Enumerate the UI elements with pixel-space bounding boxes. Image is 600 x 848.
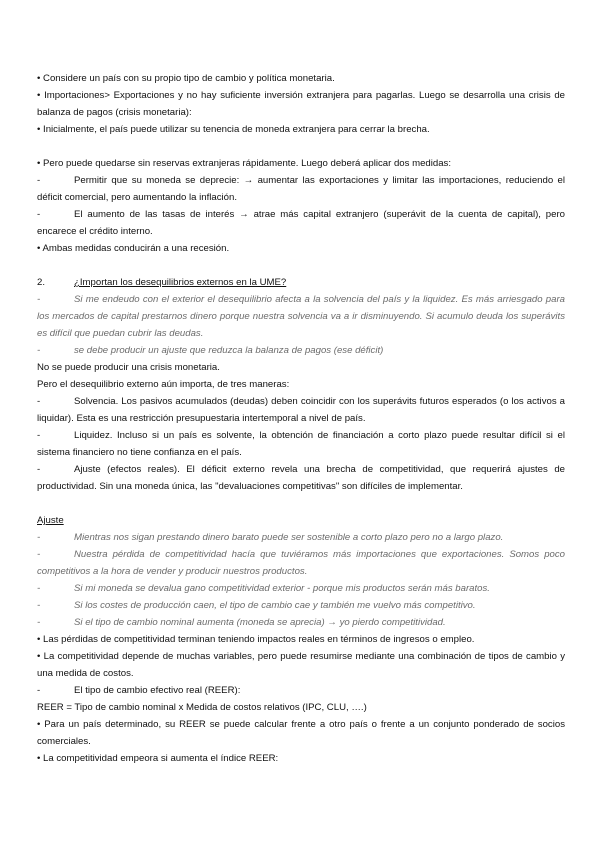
dash-marker: - — [37, 583, 41, 594]
note-text: Nuestra pérdida de competitividad hacía que tuviéramos más importaciones que exportaciones. Somos poco competitivos a la hora de vender y producir nuestros productos. — [37, 549, 565, 577]
document-page — [37, 70, 565, 767]
note-item — [37, 291, 565, 342]
dash-item — [37, 461, 565, 495]
section-heading — [37, 274, 565, 291]
note-text: Mientras nos sigan prestando dinero barato puede ser sostenible a corto plazo pero no a largo plazo. — [74, 532, 504, 543]
dash-text: El tipo de cambio efectivo real (REER): — [74, 685, 241, 696]
dash-item — [37, 172, 565, 206]
formula: REER = Tipo de cambio nominal x Medida de costos relativos (IPC, CLU, ….) — [37, 702, 367, 713]
note-item — [37, 614, 565, 631]
paragraph: • Pero puede quedarse sin reservas extranjeras rápidamente. Luego deberá aplicar dos medidas: — [37, 158, 452, 169]
paragraph: • Considere un país con su propio tipo de cambio y política monetaria. — [37, 73, 335, 84]
paragraph: • La competitividad depende de muchas variables, pero puede resumirse mediante una combinación de tipos de cambio y una medida de costos. — [37, 651, 565, 679]
paragraph: • Las pérdidas de competitividad terminan teniendo impactos reales en términos de ingresos o empleo. — [37, 634, 475, 645]
paragraph: • La competitividad empeora si aumenta el índice REER: — [37, 753, 279, 764]
dash-text: Liquidez. Incluso si un país es solvente, la obtención de financiación a corto plazo puede resultar difícil si el sistema financiero no tiene confianza en el país. — [37, 430, 565, 458]
paragraph: • Para un país determinado, su REER se puede calcular frente a otro país o frente a un conjunto ponderado de socios comerciales. — [37, 719, 565, 747]
dash-marker: - — [37, 294, 41, 305]
note-item — [37, 546, 565, 580]
dash-marker: - — [37, 396, 41, 407]
section-title: ¿Importan los desequilibrios externos en la UME? — [74, 277, 287, 288]
dash-item — [37, 427, 565, 461]
paragraph: • Importaciones> Exportaciones y no hay suficiente inversión extranjera para pagarlas. Luego se desarrolla una crisis de balanza de pagos (crisis monetaria): — [37, 90, 565, 118]
paragraph: • Ambas medidas conducirán a una recesión. — [37, 243, 230, 254]
note-item — [37, 580, 565, 597]
paragraph: No se puede producir una crisis monetaria. — [37, 362, 220, 373]
note-text: Si el tipo de cambio nominal aumenta (moneda se aprecia) → yo pierdo competitividad. — [74, 617, 446, 628]
note-item — [37, 342, 565, 359]
note-text: Si mi moneda se devalua gano competitividad exterior - porque mis productos serán más baratos. — [74, 583, 490, 594]
ajuste-heading: Ajuste — [37, 515, 64, 526]
dash-marker: - — [37, 600, 41, 611]
dash-text: Solvencia. Los pasivos acumulados (deudas) deben coincidir con los superávits futuros esperados (o los activos a liquidar). Esta es una restricción presupuestaria intertemporal a nivel de país. — [37, 396, 565, 424]
dash-marker: - — [37, 685, 41, 696]
dash-item — [37, 682, 565, 699]
note-item — [37, 597, 565, 614]
dash-marker: - — [37, 345, 41, 356]
dash-item — [37, 393, 565, 427]
dash-marker: - — [37, 430, 41, 441]
dash-marker: - — [37, 549, 41, 560]
note-text: Si los costes de producción caen, el tipo de cambio cae y también me vuelvo más competitivo. — [74, 600, 476, 611]
dash-marker: - — [37, 175, 41, 186]
note-text: Si me endeudo con el exterior el desequilibrio afecta a la solvencia del país y la liquidez. Es más arriesgado para los mercados de capital prestarnos dinero porque nuestra solvencia va a ir disminuyendo. Si acumulo deuda los superávits es difícil que puedan cubrir las deudas. — [37, 294, 565, 339]
spacer — [37, 138, 565, 155]
note-text: se debe producir un ajuste que reduzca la balanza de pagos (ese déficit) — [74, 345, 384, 356]
section-number: 2. — [37, 277, 46, 288]
dash-marker: - — [37, 464, 41, 475]
dash-text: El aumento de las tasas de interés → atrae más capital extranjero (superávit de la cuenta de capital), pero encarece el crédito interno. — [37, 209, 565, 237]
spacer — [37, 495, 565, 512]
dash-marker: - — [37, 532, 41, 543]
dash-marker: - — [37, 209, 41, 220]
note-item — [37, 529, 565, 546]
dash-marker: - — [37, 617, 41, 628]
dash-text: Permitir que su moneda se deprecie: → aumentar las exportaciones y limitar las importaciones, reduciendo el déficit comercial, pero aumentando la inflación. — [37, 175, 565, 203]
paragraph: • Inicialmente, el país puede utilizar su tenencia de moneda extranjera para cerrar la brecha. — [37, 124, 430, 135]
paragraph: Pero el desequilibrio externo aún importa, de tres maneras: — [37, 379, 290, 390]
dash-item — [37, 206, 565, 240]
spacer — [37, 257, 565, 274]
dash-text: Ajuste (efectos reales). El déficit externo revela una brecha de competitividad, que requerirá ajustes de productividad. Sin una moneda única, las "devaluaciones competitivas" son difíciles de implementar. — [37, 464, 565, 492]
